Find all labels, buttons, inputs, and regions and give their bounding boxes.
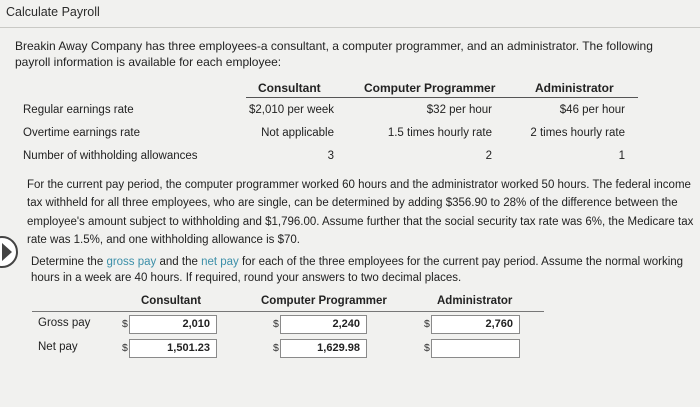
programmer-gross-pay-input[interactable]: 2,240 <box>280 315 367 334</box>
consultant-net-pay-input[interactable]: 1,501.23 <box>129 339 217 358</box>
info-cell: 2 <box>485 150 492 162</box>
question-suffix: for each of the three employees for the current pay period. Assume the normal working hours in a week are 40 hours. If required, round your answers to two decimal places. <box>31 256 684 284</box>
page-title: Calculate Payroll <box>6 5 100 19</box>
info-cell: 3 <box>327 150 334 162</box>
answer-col-administrator: Administrator <box>437 295 513 307</box>
info-cell: $2,010 per week <box>248 104 334 116</box>
title-divider <box>0 27 700 28</box>
info-header-rule <box>246 97 638 98</box>
question-middle: and the <box>156 256 202 268</box>
info-row-label: Regular earnings rate <box>23 104 134 116</box>
answer-col-consultant: Consultant <box>141 295 202 307</box>
answer-header-rule <box>32 311 544 312</box>
info-col-administrator: Administrator <box>535 81 614 95</box>
gross-pay-term-link[interactable]: gross pay <box>106 256 157 268</box>
info-cell: 1.5 times hourly rate <box>387 127 492 139</box>
question-prefix: Determine the <box>31 256 107 268</box>
arrow-right-icon <box>2 243 12 261</box>
currency-symbol: $ <box>424 342 430 354</box>
info-cell: 2 times hourly rate <box>530 127 625 139</box>
administrator-gross-pay-input[interactable]: 2,760 <box>431 315 520 334</box>
currency-symbol: $ <box>424 318 430 330</box>
assumptions-paragraph: For the current pay period, the computer programmer worked 60 hours and the administrator worked 50 hours. The federal income tax withheld for all three employees, who are single, can be determined by adding $356.90 to 28% of the difference between the employee's amount subject to withholding and $1,796.00. Assume further that the social security tax rate was 6%, the Medicare tax rate was 1.5%, and one withholding allowance is $70. <box>27 179 694 246</box>
answer-col-programmer: Computer Programmer <box>261 295 387 307</box>
info-cell: $46 per hour <box>559 104 625 116</box>
administrator-net-pay-input[interactable] <box>431 339 520 358</box>
intro-text: Breakin Away Company has three employees-a consultant, a computer programmer, and an administrator. The following payroll information is available for each employee: <box>15 39 653 69</box>
net-pay-term-link[interactable]: net pay <box>201 256 239 268</box>
info-cell: 1 <box>618 150 625 162</box>
currency-symbol: $ <box>273 318 279 330</box>
currency-symbol: $ <box>122 318 128 330</box>
net-pay-label: Net pay <box>38 341 78 353</box>
consultant-gross-pay-input[interactable]: 2,010 <box>129 315 217 334</box>
info-col-consultant: Consultant <box>258 81 321 95</box>
info-row-label: Overtime earnings rate <box>23 127 140 139</box>
info-row-label: Number of withholding allowances <box>23 150 198 162</box>
gross-pay-label: Gross pay <box>38 317 91 329</box>
info-cell: $32 per hour <box>426 104 492 116</box>
info-col-programmer: Computer Programmer <box>364 81 496 95</box>
currency-symbol: $ <box>122 342 128 354</box>
programmer-net-pay-input[interactable]: 1,629.98 <box>280 339 367 358</box>
info-cell: Not applicable <box>261 127 334 139</box>
question-text <box>31 254 691 286</box>
currency-symbol: $ <box>273 342 279 354</box>
